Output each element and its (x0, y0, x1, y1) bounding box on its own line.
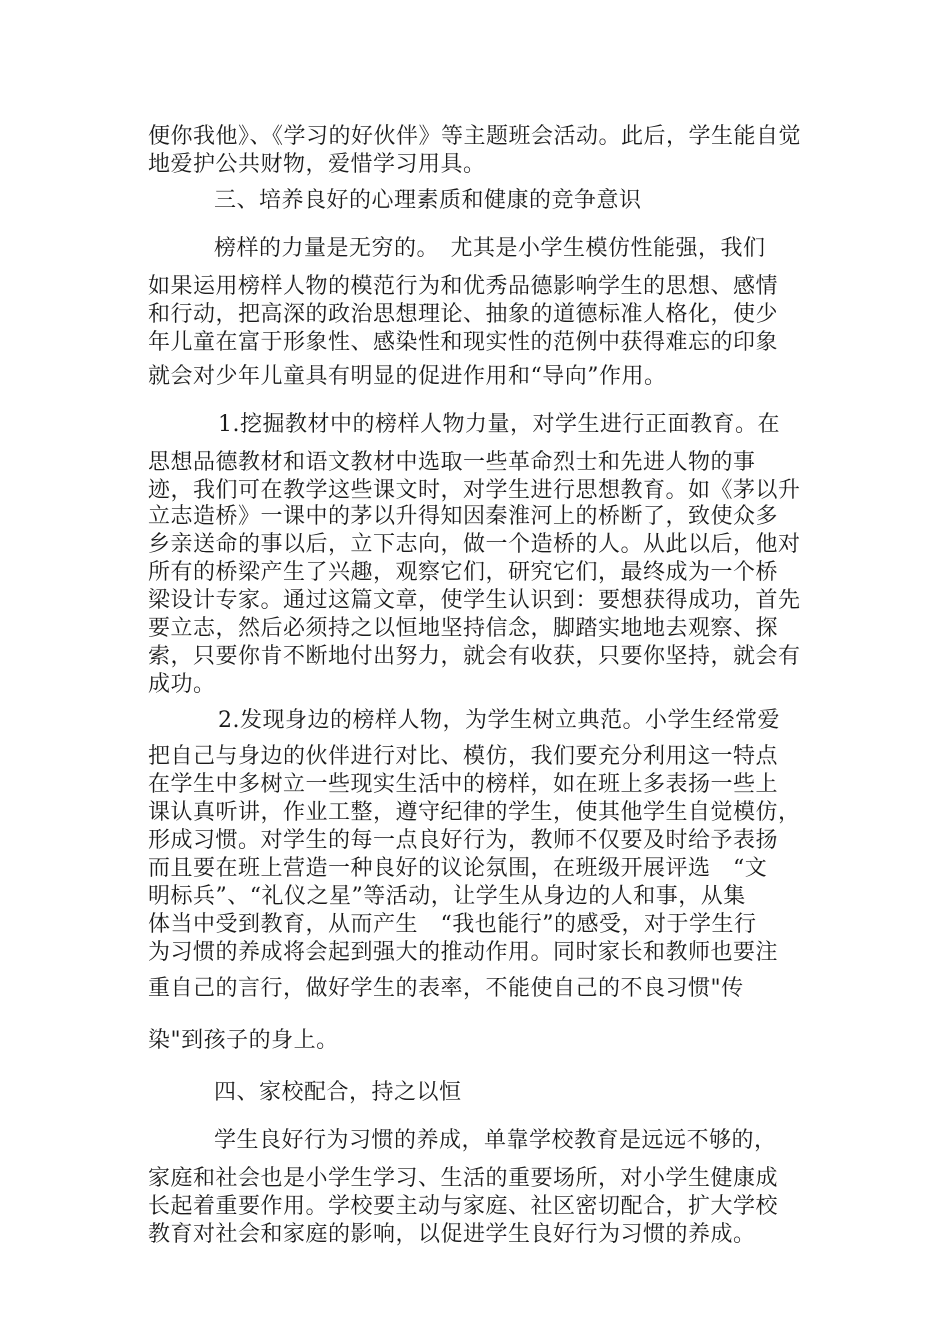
text-line: 形成习惯。对学生的每一点良好行为，教师不仅要及时给予表扬 (148, 828, 779, 853)
text-line: 便你我他》、《学习的好伙伴》等主题班会活动。此后，学生能自觉 (148, 124, 802, 149)
subsection-heading: 1.挖掘教材中的榜样人物力量，对学生进行正面教育。在 (218, 412, 780, 437)
text-line: 就会对少年儿童具有明显的促进作用和“导向”作用。 (148, 364, 667, 389)
text-line: 学生良好行为习惯的养成，单靠学校教育是远远不够的， (214, 1128, 777, 1153)
text-line: 成功。 (148, 672, 216, 697)
text-line: 课认真听讲，作业工整，遵守纪律的学生，使其他学生自觉模仿， (148, 800, 801, 825)
text-line: 梁设计专家。通过这篇文章，使学生认识到：要想获得成功，首先 (148, 588, 801, 613)
text-line: 思想品德教材和语文教材中选取一些革命烈士和先进人物的事 (148, 450, 756, 475)
text-line: 长起着重要作用。学校要主动与家庭、社区密切配合，扩大学校 (148, 1194, 779, 1219)
text-line: 要立志，然后必须持之以恒地坚持信念，脚踏实地地去观察、探 (148, 616, 779, 641)
text-line: 年儿童在富于形象性、感染性和现实性的范例中获得难忘的印象 (148, 330, 779, 355)
text-line: 教育对社会和家庭的影响，以促进学生良好行为习惯的养成。 (148, 1222, 756, 1247)
text-line: 染"到孩子的身上。 (148, 1028, 339, 1053)
text-line: 在学生中多树立一些现实生活中的榜样，如在班上多表扬一些上 (148, 772, 779, 797)
subsection-heading: 2.发现身边的榜样人物，为学生树立典范。小学生经常爱 (218, 708, 780, 733)
text-line: 为习惯的养成将会起到强大的推动作用。同时家长和教师也要注 (148, 940, 779, 965)
text-line: 立志造桥》一课中的茅以升得知因秦淮河上的桥断了，致使众多 (148, 504, 779, 529)
text-line: 明标兵”、“礼仪之星”等活动，让学生从身边的人和事，从集 (148, 884, 746, 909)
text-line: 榜样的力量是无穷的。 尤其是小学生模仿性能强，我们 (214, 236, 766, 261)
text-line: 如果运用榜样人物的模范行为和优秀品德影响学生的思想、感情 (148, 274, 779, 299)
text-line: 迹，我们可在教学这些课文时，对学生进行思想教育。如《茅以升 (148, 478, 801, 503)
section-heading: 四、家校配合，持之以恒 (214, 1080, 462, 1105)
text-line: 体当中受到教育，从而产生 “我也能行”的感受，对于学生行 (148, 912, 757, 937)
text-line: 乡亲送命的事以后，立下志向，做一个造桥的人。从此以后，他对 (148, 532, 801, 557)
text-line: 所有的桥梁产生了兴趣，观察它们，研究它们，最终成为一个桥 (148, 560, 779, 585)
text-line: 家庭和社会也是小学生学习、生活的重要场所，对小学生健康成 (148, 1166, 779, 1191)
section-heading: 三、培养良好的心理素质和健康的竞争意识 (214, 188, 642, 213)
text-line: 而且要在班上营造一种良好的议论氛围，在班级开展评选 “文 (148, 856, 768, 881)
text-line: 地爱护公共财物，爱惜学习用具。 (148, 152, 486, 177)
text-line: 索，只要你肯不断地付出努力，就会有收获，只要你坚持，就会有 (148, 644, 801, 669)
text-line: 和行动，把高深的政治思想理论、抽象的道德标准人格化，使少 (148, 302, 779, 327)
text-line: 重自己的言行，做好学生的表率，不能使自己的不良习惯"传 (148, 976, 744, 1001)
text-line: 把自己与身边的伙伴进行对比、模仿，我们要充分利用这一特点 (148, 744, 779, 769)
